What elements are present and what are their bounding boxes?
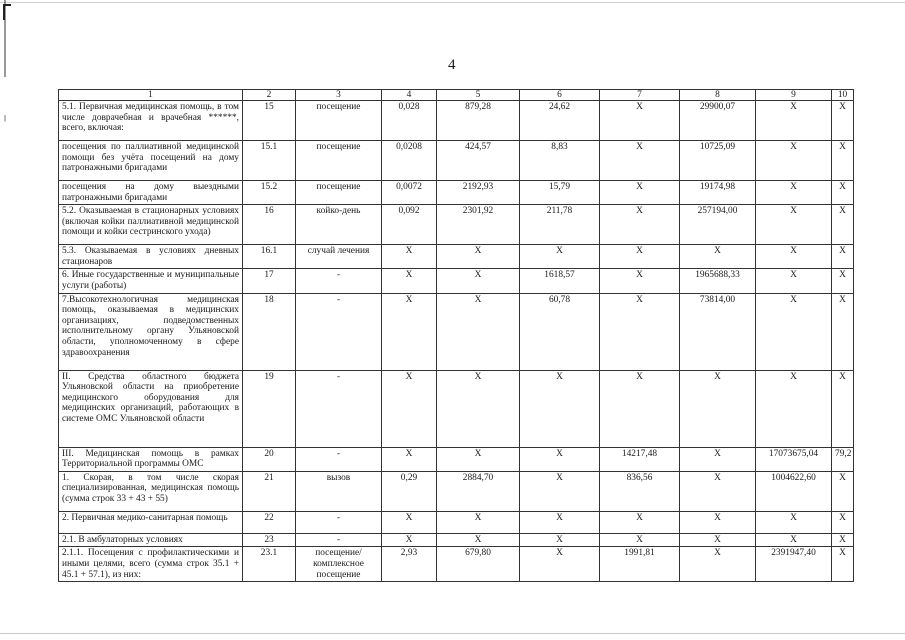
value-cell: 73814,00	[680, 293, 756, 370]
value-cell: 22	[243, 511, 296, 533]
table-row	[59, 447, 854, 471]
value-cell: 18	[243, 293, 296, 370]
row-name-cell: 5.1. Первичная медицинская помощь, в том числе доврачебная и врачебная ******, всего, включая:	[59, 101, 243, 141]
value-cell: Х	[832, 205, 854, 245]
value-cell: -	[296, 370, 382, 447]
value-cell: Х	[680, 245, 756, 269]
value-cell: Х	[520, 547, 600, 582]
value-cell: Х	[832, 471, 854, 511]
value-cell: 17073675,04	[756, 447, 832, 471]
value-cell: 2391947,40	[756, 547, 832, 582]
value-cell: вызов	[296, 471, 382, 511]
scan-edge-left	[4, 0, 6, 640]
table-row	[59, 181, 854, 205]
value-cell: 14217,48	[600, 447, 680, 471]
row-name-cell: 5.2. Оказываемая в стационарных условиях (включая койки паллиативной медицинской помощи и койки сестринского ухода)	[59, 205, 243, 245]
staple-mark	[3, 4, 11, 20]
value-cell: посещение	[296, 101, 382, 141]
column-number: 6	[520, 90, 600, 101]
value-cell: 20	[243, 447, 296, 471]
column-number: 8	[680, 90, 756, 101]
row-name-cell: 2.1.1. Посещения с профилактическими и иными целями, всего (сумма строк 35.1 + 45.1 + 57.1), из них:	[59, 547, 243, 582]
value-cell: -	[296, 447, 382, 471]
value-cell: 23.1	[243, 547, 296, 582]
value-cell: Х	[437, 245, 520, 269]
column-number: 3	[296, 90, 382, 101]
value-cell: случай лечения	[296, 245, 382, 269]
value-cell: Х	[382, 370, 437, 447]
value-cell: 2,93	[382, 547, 437, 582]
value-cell: 0,0072	[382, 181, 437, 205]
value-cell: Х	[382, 293, 437, 370]
value-cell: -	[296, 269, 382, 293]
value-cell: 0,092	[382, 205, 437, 245]
row-name-cell: 2. Первичная медико-санитарная помощь	[59, 511, 243, 533]
table-row	[59, 533, 854, 547]
value-cell: Х	[756, 370, 832, 447]
table-row	[59, 293, 854, 370]
table-row	[59, 471, 854, 511]
value-cell: койко-день	[296, 205, 382, 245]
value-cell: Х	[600, 205, 680, 245]
value-cell: Х	[832, 181, 854, 205]
value-cell: 0,29	[382, 471, 437, 511]
value-cell: Х	[832, 245, 854, 269]
value-cell: Х	[600, 533, 680, 547]
row-name-cell: 1. Скорая, в том числе скорая специализированная, медицинская помощь (сумма строк 33 + 43 + 55)	[59, 471, 243, 511]
value-cell: 15.2	[243, 181, 296, 205]
value-cell: Х	[832, 370, 854, 447]
value-cell: Х	[756, 141, 832, 181]
row-name-cell: 6. Иные государственные и муниципальные услуги (работы)	[59, 269, 243, 293]
value-cell: Х	[756, 181, 832, 205]
scan-edge-top	[0, 2, 905, 3]
value-cell: 1991,81	[600, 547, 680, 582]
value-cell: посещение	[296, 141, 382, 181]
value-cell: Х	[382, 511, 437, 533]
value-cell: 24,62	[520, 101, 600, 141]
table-row	[59, 370, 854, 447]
value-cell: 879,28	[437, 101, 520, 141]
value-cell: 23	[243, 533, 296, 547]
value-cell: 10725,09	[680, 141, 756, 181]
table-row	[59, 547, 854, 582]
value-cell: Х	[437, 533, 520, 547]
value-cell: Х	[756, 101, 832, 141]
value-cell: Х	[600, 269, 680, 293]
value-cell: 29900,07	[680, 101, 756, 141]
value-cell: Х	[600, 101, 680, 141]
value-cell: 1965688,33	[680, 269, 756, 293]
column-number: 1	[59, 90, 243, 101]
page-number: 4	[448, 57, 456, 73]
value-cell: Х	[756, 205, 832, 245]
value-cell: Х	[756, 533, 832, 547]
value-cell: 0,028	[382, 101, 437, 141]
value-cell: Х	[832, 269, 854, 293]
column-number: 10	[832, 90, 854, 101]
value-cell: -	[296, 293, 382, 370]
value-cell: Х	[437, 293, 520, 370]
value-cell: Х	[600, 245, 680, 269]
value-cell: посещение/ комплексное посещение	[296, 547, 382, 582]
value-cell: 17	[243, 269, 296, 293]
value-cell: 424,57	[437, 141, 520, 181]
column-number: 7	[600, 90, 680, 101]
value-cell: -	[296, 533, 382, 547]
value-cell: Х	[832, 293, 854, 370]
value-cell: Х	[680, 471, 756, 511]
value-cell: Х	[680, 447, 756, 471]
table-row	[59, 269, 854, 293]
value-cell: Х	[832, 533, 854, 547]
value-cell: Х	[756, 511, 832, 533]
value-cell: Х	[437, 447, 520, 471]
value-cell: 8,83	[520, 141, 600, 181]
value-cell: Х	[680, 547, 756, 582]
value-cell: Х	[680, 370, 756, 447]
value-cell: 211,78	[520, 205, 600, 245]
value-cell: Х	[832, 547, 854, 582]
value-cell: 15.1	[243, 141, 296, 181]
value-cell: 836,56	[600, 471, 680, 511]
value-cell: Х	[600, 511, 680, 533]
value-cell: Х	[600, 181, 680, 205]
value-cell: Х	[600, 141, 680, 181]
value-cell: Х	[520, 471, 600, 511]
value-cell: Х	[382, 245, 437, 269]
value-cell: Х	[382, 533, 437, 547]
value-cell: 19	[243, 370, 296, 447]
value-cell: 1618,57	[520, 269, 600, 293]
value-cell: 21	[243, 471, 296, 511]
value-cell: Х	[437, 511, 520, 533]
value-cell: 679,80	[437, 547, 520, 582]
table-row	[59, 101, 854, 141]
value-cell: 257194,00	[680, 205, 756, 245]
value-cell: Х	[520, 533, 600, 547]
value-cell: 1004622,60	[756, 471, 832, 511]
value-cell: 2301,92	[437, 205, 520, 245]
table-row	[59, 245, 854, 269]
value-cell: Х	[832, 141, 854, 181]
column-number: 9	[756, 90, 832, 101]
scan-edge-bottom	[0, 633, 905, 634]
value-cell: Х	[756, 293, 832, 370]
value-cell: 60,78	[520, 293, 600, 370]
value-cell: Х	[520, 511, 600, 533]
column-number: 4	[382, 90, 437, 101]
value-cell: 0,0208	[382, 141, 437, 181]
value-cell: посещение	[296, 181, 382, 205]
row-name-cell: II. Средства областного бюджета Ульяновской области на приобретение медицинского оборудования для медицинских организаций, работающих в системе ОМС Ульяновской области	[59, 370, 243, 447]
row-name-cell: III. Медицинская помощь в рамках Территориальной программы ОМС	[59, 447, 243, 471]
value-cell: Х	[600, 293, 680, 370]
value-cell: 2884,70	[437, 471, 520, 511]
row-name-cell: посещения на дому выездными патронажными бригадами	[59, 181, 243, 205]
column-number: 5	[437, 90, 520, 101]
value-cell: 79,2	[832, 447, 854, 471]
value-cell: Х	[437, 370, 520, 447]
value-cell: Х	[832, 511, 854, 533]
value-cell: Х	[520, 370, 600, 447]
report-table	[58, 89, 854, 582]
table-body	[59, 101, 854, 582]
value-cell: Х	[756, 269, 832, 293]
value-cell: 15,79	[520, 181, 600, 205]
value-cell: 16	[243, 205, 296, 245]
value-cell: Х	[382, 269, 437, 293]
value-cell: 15	[243, 101, 296, 141]
value-cell: Х	[437, 269, 520, 293]
value-cell: 19174,98	[680, 181, 756, 205]
column-number-row	[59, 90, 854, 101]
column-number: 2	[243, 90, 296, 101]
value-cell: -	[296, 511, 382, 533]
value-cell: Х	[382, 447, 437, 471]
value-cell: Х	[680, 533, 756, 547]
value-cell: 16.1	[243, 245, 296, 269]
value-cell: Х	[832, 101, 854, 141]
value-cell: Х	[680, 511, 756, 533]
row-name-cell: 7.Высокотехнологичная медицинская помощь, оказываемая в медицинских организациях, подведомственных исполнительному органу Ульяновской области, уполномоченному в сфере здравоохранения	[59, 293, 243, 370]
value-cell: Х	[520, 245, 600, 269]
row-name-cell: 5.3. Оказываемая в условиях дневных стационаров	[59, 245, 243, 269]
row-name-cell: посещения по паллиативной медицинской помощи без учёта посещений на дому патронажными бригадами	[59, 141, 243, 181]
row-name-cell: 2.1. В амбулаторных условиях	[59, 533, 243, 547]
table-row	[59, 141, 854, 181]
table-row	[59, 205, 854, 245]
value-cell: 2192,93	[437, 181, 520, 205]
value-cell: Х	[756, 245, 832, 269]
value-cell: Х	[600, 370, 680, 447]
table-row	[59, 511, 854, 533]
value-cell: Х	[520, 447, 600, 471]
